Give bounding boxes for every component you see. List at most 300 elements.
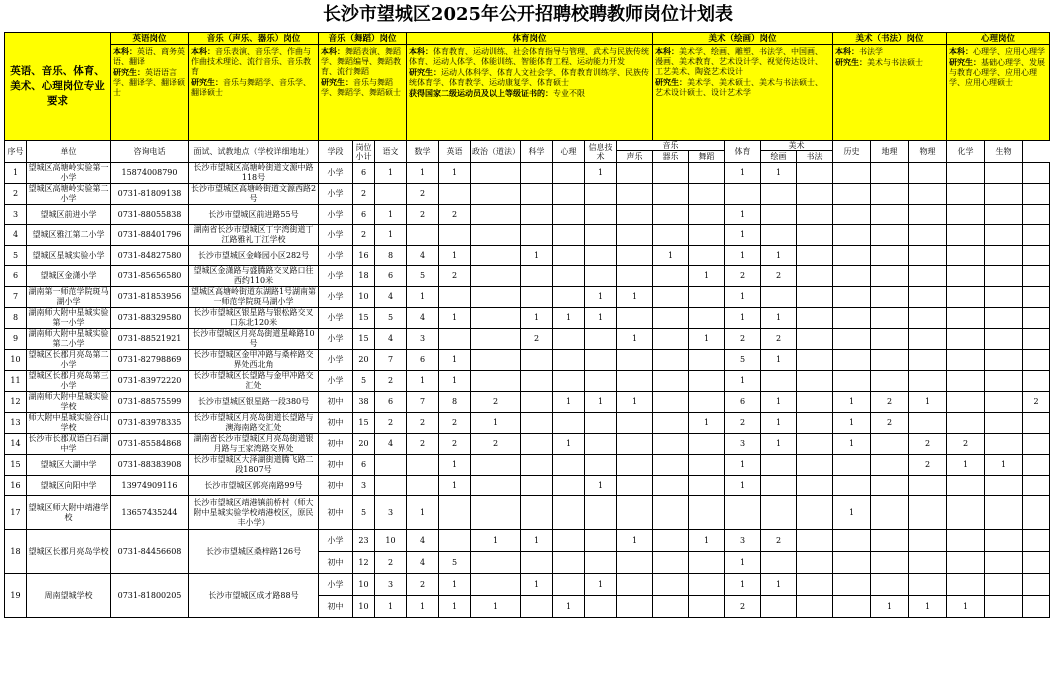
row-count-cell — [471, 552, 521, 574]
row-count-cell — [553, 476, 585, 496]
row-count-cell — [871, 329, 909, 350]
row-count-cell — [439, 287, 471, 308]
row-unit: 望城区星城实验小学 — [27, 246, 111, 266]
row-count-cell: 2 — [725, 266, 761, 287]
row-count-cell: 1 — [439, 596, 471, 618]
row-count-cell — [985, 287, 1023, 308]
row-count-cell — [521, 476, 553, 496]
row-unit: 湖南师大附中星城实验第二小学 — [28, 329, 109, 348]
row-count-cell: 2 — [947, 434, 985, 455]
row-stage: 小学 — [319, 205, 353, 225]
requirement-value: 音乐与舞蹈学、音乐学、翻译硕士 — [191, 78, 311, 97]
row-count-cell — [909, 371, 947, 392]
row-count-cell — [653, 287, 689, 308]
row-count-cell — [1023, 371, 1050, 392]
row-count-cell — [471, 308, 521, 329]
requirement-key: 研究生： — [409, 67, 441, 77]
row-count-cell — [553, 329, 585, 350]
row-count-cell: 12 — [353, 552, 375, 574]
row-count-cell — [833, 476, 871, 496]
col-biology: 生物 — [985, 141, 1023, 163]
row-count-cell — [947, 266, 985, 287]
row-count-cell: 1 — [689, 266, 725, 287]
row-count-cell — [471, 350, 521, 371]
row-address: 长沙市望城区银星路一段380号 — [189, 392, 319, 413]
row-count-cell — [553, 246, 585, 266]
row-count-cell — [985, 266, 1023, 287]
requirement-value: 美术学、绘画、雕塑、书法学、中国画、漫画、美术教育、艺术设计学、视觉传达设计、工艺美术、陶瓷艺术设计 — [655, 47, 824, 76]
row-count-cell — [947, 574, 985, 596]
requirement-value: 美术学、美术硕士、美术与书法硕士、艺术设计硕士、设计艺术学 — [655, 78, 824, 97]
row-seq: 3 — [5, 205, 27, 225]
row-count-cell: 18 — [353, 266, 375, 287]
row-count-cell: 2 — [1023, 392, 1050, 413]
req-art-painting — [653, 45, 833, 141]
row-count-cell: 3 — [725, 434, 761, 455]
row-count-cell: 1 — [761, 246, 797, 266]
row-count-cell — [585, 455, 617, 476]
row-phone: 0731-81809138 — [111, 184, 189, 205]
row-count-cell: 1 — [689, 413, 725, 434]
requirements-corner: 英语、音乐、体育、美术、心理岗位专业要求 — [5, 33, 111, 141]
row-count-cell: 2 — [909, 434, 947, 455]
row-count-cell — [947, 163, 985, 184]
row-count-cell — [985, 163, 1023, 184]
row-address: 湖南省长沙市望城区丁字湾街道丁江路雅礼丁江学校 — [189, 225, 319, 246]
row-count-cell: 1 — [375, 596, 407, 618]
row-count-cell — [833, 574, 871, 596]
row-count-cell: 1 — [471, 530, 521, 552]
table-row — [5, 371, 1050, 392]
row-address: 长沙市望城区月亮岛街道长望路与澳海南路交汇处 — [189, 413, 319, 434]
row-count-cell: 1 — [833, 434, 871, 455]
row-count-cell — [521, 371, 553, 392]
row-count-cell: 7 — [375, 350, 407, 371]
row-count-cell: 4 — [375, 434, 407, 455]
row-count-cell — [947, 496, 985, 530]
row-count-cell: 1 — [553, 434, 585, 455]
row-count-cell — [909, 308, 947, 329]
row-count-cell — [617, 476, 653, 496]
row-count-cell — [585, 225, 617, 246]
requirement-line — [409, 67, 650, 88]
row-count-cell — [797, 163, 833, 184]
requirement-line — [191, 77, 316, 98]
row-unit: 望城区高塘岭实验第一小学 — [28, 163, 109, 182]
row-unit: 师大附中星城实验谷山学校 — [28, 413, 109, 432]
row-count-cell — [585, 184, 617, 205]
row-stage: 小学 — [319, 530, 353, 552]
row-count-cell — [761, 455, 797, 476]
row-count-cell: 2 — [353, 184, 375, 205]
row-count-cell: 4 — [375, 287, 407, 308]
row-count-cell: 3 — [375, 496, 407, 530]
table-row — [5, 496, 1050, 530]
row-phone: 0731-82798869 — [111, 350, 189, 371]
req-music-dance — [319, 45, 407, 141]
row-seq: 6 — [5, 266, 27, 287]
row-count-cell: 1 — [585, 163, 617, 184]
col-math: 数学 — [407, 141, 439, 163]
row-count-cell — [553, 530, 585, 552]
row-count-cell — [985, 530, 1023, 552]
row-count-cell — [521, 392, 553, 413]
row-count-cell — [653, 184, 689, 205]
req-art-calligraphy — [833, 45, 947, 141]
row-count-cell: 10 — [353, 287, 375, 308]
row-count-cell — [871, 308, 909, 329]
row-unit: 望城区向阳中学 — [27, 476, 111, 496]
row-seq: 9 — [5, 329, 27, 350]
row-count-cell — [833, 225, 871, 246]
row-count-cell: 10 — [353, 574, 375, 596]
requirement-line — [949, 57, 1047, 88]
requirement-value: 体育教育、运动训练、社会体育指导与管理、武术与民族传统体育、运动人体学、体能训练、智能体育工程、运动能力开发 — [409, 47, 649, 66]
row-count-cell: 6 — [375, 392, 407, 413]
row-count-cell: 23 — [353, 530, 375, 552]
requirement-key: 获得国家二级运动员及以上等级证书的： — [409, 88, 553, 98]
row-count-cell — [797, 455, 833, 476]
row-seq: 11 — [5, 371, 27, 392]
row-stage: 初中 — [319, 552, 353, 574]
requirement-value: 心理学、应用心理学 — [973, 47, 1046, 56]
requirements-group-row — [5, 33, 1050, 45]
row-count-cell — [1023, 596, 1050, 618]
row-count-cell: 5 — [353, 371, 375, 392]
row-count-cell — [617, 596, 653, 618]
row-count-cell: 10 — [353, 596, 375, 618]
col-unit: 单位 — [27, 141, 111, 163]
row-count-cell — [1023, 574, 1050, 596]
row-count-cell — [439, 225, 471, 246]
row-unit: 望城区大湖中学 — [27, 455, 111, 476]
row-count-cell — [471, 287, 521, 308]
row-unit: 湖南师大附中星城实验第一小学 — [28, 308, 109, 327]
row-count-cell — [585, 496, 617, 530]
table-row — [5, 163, 1050, 184]
row-count-cell: 1 — [833, 392, 871, 413]
row-count-cell — [653, 496, 689, 530]
row-count-cell: 8 — [439, 392, 471, 413]
row-count-cell — [909, 413, 947, 434]
row-count-cell — [617, 574, 653, 596]
row-count-cell — [689, 392, 725, 413]
row-count-cell — [521, 266, 553, 287]
req-pe — [407, 45, 653, 141]
requirement-line — [409, 88, 650, 99]
requirement-value: 音乐与舞蹈学、舞蹈学、舞蹈硕士 — [321, 78, 401, 97]
row-count-cell — [871, 530, 909, 552]
row-count-cell — [833, 552, 871, 574]
row-count-cell — [439, 329, 471, 350]
requirement-key: 研究生： — [949, 57, 982, 67]
row-count-cell: 1 — [947, 455, 985, 476]
req-psych — [947, 45, 1050, 141]
col-painting: 绘画 — [761, 151, 797, 163]
row-count-cell: 4 — [375, 329, 407, 350]
col-addr: 面试、试教地点（学校详细地址） — [189, 141, 319, 163]
row-address: 长沙市望城区银星路与银松路交叉口东北120米 — [189, 308, 319, 329]
requirement-value: 美术与书法硕士 — [867, 58, 924, 67]
row-count-cell — [553, 496, 585, 530]
row-count-cell — [471, 476, 521, 496]
row-count-cell — [985, 552, 1023, 574]
row-address: 长沙市望城区金峰园小区282号 — [189, 246, 319, 266]
row-count-cell — [947, 184, 985, 205]
row-count-cell — [617, 434, 653, 455]
row-address: 长沙市望城区前进路55号 — [189, 205, 319, 225]
row-count-cell — [653, 530, 689, 552]
row-count-cell: 1 — [407, 371, 439, 392]
row-count-cell: 3 — [725, 530, 761, 552]
row-count-cell — [833, 308, 871, 329]
row-address: 长沙市望城区高塘岭街道文源中路118号 — [189, 163, 319, 184]
row-count-cell — [1023, 530, 1050, 552]
row-address: 望城区高塘岭街道东湖路1号湖南第一师范学院斑马湖小学 — [189, 287, 319, 308]
row-count-cell — [471, 246, 521, 266]
requirement-key: 本科： — [835, 46, 860, 56]
row-seq: 1 — [5, 163, 27, 184]
row-count-cell: 1 — [521, 308, 553, 329]
requirement-line — [655, 46, 830, 77]
row-phone: 13657435244 — [111, 496, 189, 530]
row-count-cell — [947, 371, 985, 392]
row-count-cell — [375, 455, 407, 476]
row-stage: 初中 — [319, 596, 353, 618]
row-count-cell — [909, 476, 947, 496]
group-label-psych: 心理岗位 — [947, 33, 1050, 45]
row-count-cell — [585, 530, 617, 552]
row-stage: 小学 — [319, 329, 353, 350]
row-count-cell — [797, 530, 833, 552]
col-it: 信息技术 — [585, 141, 617, 163]
row-count-cell: 2 — [471, 434, 521, 455]
row-count-cell — [653, 574, 689, 596]
col-psych: 心理 — [553, 141, 585, 163]
requirement-line — [113, 67, 186, 98]
col-science: 科学 — [521, 141, 553, 163]
row-count-cell: 2 — [375, 552, 407, 574]
requirement-key: 研究生： — [321, 77, 353, 87]
row-count-cell — [521, 596, 553, 618]
col-stage: 学段 — [319, 141, 353, 163]
row-count-cell — [553, 163, 585, 184]
column-header-row-1 — [5, 141, 1050, 151]
row-count-cell — [797, 308, 833, 329]
row-count-cell: 1 — [725, 455, 761, 476]
col-chemistry: 化学 — [947, 141, 985, 163]
row-count-cell: 4 — [407, 530, 439, 552]
row-count-cell: 1 — [761, 308, 797, 329]
row-count-cell: 1 — [725, 308, 761, 329]
row-count-cell — [689, 184, 725, 205]
table-row — [5, 392, 1050, 413]
row-count-cell — [617, 350, 653, 371]
col-music: 音乐 — [617, 141, 725, 151]
requirement-line — [321, 46, 404, 77]
requirements-detail-row — [5, 45, 1050, 141]
row-count-cell — [725, 184, 761, 205]
row-count-cell: 1 — [689, 329, 725, 350]
row-count-cell: 16 — [353, 246, 375, 266]
row-count-cell: 5 — [353, 496, 375, 530]
row-seq: 18 — [5, 530, 27, 574]
row-count-cell: 1 — [725, 574, 761, 596]
requirement-value: 英语、商务英语、翻译 — [113, 47, 185, 66]
row-count-cell — [689, 552, 725, 574]
row-count-cell — [871, 225, 909, 246]
table-row — [5, 184, 1050, 205]
row-count-cell — [833, 329, 871, 350]
row-count-cell — [521, 205, 553, 225]
row-count-cell — [521, 552, 553, 574]
row-count-cell — [725, 496, 761, 530]
row-count-cell: 20 — [353, 434, 375, 455]
row-count-cell — [471, 225, 521, 246]
row-count-cell — [585, 350, 617, 371]
row-phone: 0731-84456608 — [111, 530, 189, 574]
row-count-cell — [689, 434, 725, 455]
row-seq: 14 — [5, 434, 27, 455]
group-label-music-vocal: 音乐（声乐、器乐）岗位 — [189, 33, 319, 45]
row-seq: 19 — [5, 574, 27, 618]
row-count-cell — [653, 308, 689, 329]
row-count-cell — [689, 287, 725, 308]
row-count-cell: 1 — [761, 574, 797, 596]
row-count-cell: 3 — [353, 476, 375, 496]
row-count-cell: 6 — [407, 350, 439, 371]
row-count-cell: 1 — [985, 455, 1023, 476]
row-count-cell — [617, 413, 653, 434]
row-count-cell — [585, 205, 617, 225]
row-count-cell — [985, 496, 1023, 530]
row-count-cell: 1 — [407, 287, 439, 308]
row-unit: 望城区师大附中靖港学校 — [27, 496, 111, 530]
row-count-cell — [761, 287, 797, 308]
row-count-cell — [439, 530, 471, 552]
row-count-cell: 2 — [439, 434, 471, 455]
row-address: 长沙市望城区大泽湖街道腾飞路二段1807号 — [189, 455, 319, 476]
row-count-cell: 2 — [909, 455, 947, 476]
requirement-value: 书法学 — [859, 47, 884, 56]
row-count-cell — [871, 476, 909, 496]
row-count-cell — [909, 350, 947, 371]
row-count-cell: 2 — [761, 530, 797, 552]
row-count-cell — [553, 371, 585, 392]
row-count-cell — [1023, 287, 1050, 308]
row-count-cell — [1023, 434, 1050, 455]
row-count-cell — [653, 434, 689, 455]
row-unit: 周南望城学校 — [27, 574, 111, 618]
row-phone: 0731-88401796 — [111, 225, 189, 246]
row-count-cell — [1023, 476, 1050, 496]
row-count-cell: 1 — [407, 496, 439, 530]
col-phone: 咨询电话 — [111, 141, 189, 163]
row-count-cell — [439, 496, 471, 530]
row-count-cell — [761, 205, 797, 225]
row-count-cell — [689, 205, 725, 225]
requirement-key: 本科： — [949, 46, 974, 56]
row-count-cell — [1023, 266, 1050, 287]
row-count-cell — [871, 434, 909, 455]
row-count-cell — [617, 266, 653, 287]
row-phone: 0731-85656580 — [111, 266, 189, 287]
row-count-cell — [471, 371, 521, 392]
row-seq: 16 — [5, 476, 27, 496]
table-row — [5, 225, 1050, 246]
row-address: 长沙市望城区月亮岛街道星峰路10号 — [189, 329, 319, 350]
row-count-cell: 1 — [439, 246, 471, 266]
row-count-cell: 2 — [439, 413, 471, 434]
row-count-cell — [1023, 246, 1050, 266]
row-seq: 12 — [5, 392, 27, 413]
row-count-cell — [1023, 225, 1050, 246]
requirement-key: 本科： — [409, 46, 433, 56]
col-seq: 序号 — [5, 141, 27, 163]
row-count-cell — [521, 163, 553, 184]
row-count-cell — [985, 434, 1023, 455]
row-count-cell — [407, 225, 439, 246]
row-count-cell — [617, 455, 653, 476]
row-seq: 15 — [5, 455, 27, 476]
row-count-cell — [689, 574, 725, 596]
table-row — [5, 574, 1050, 596]
col-vocal: 声乐 — [617, 151, 653, 163]
row-count-cell — [617, 308, 653, 329]
row-count-cell — [947, 308, 985, 329]
row-count-cell — [521, 350, 553, 371]
row-count-cell: 1 — [725, 163, 761, 184]
row-count-cell — [833, 163, 871, 184]
row-count-cell — [909, 530, 947, 552]
row-count-cell: 5 — [725, 350, 761, 371]
row-stage: 小学 — [319, 163, 353, 184]
row-count-cell: 3 — [375, 574, 407, 596]
row-count-cell: 1 — [439, 350, 471, 371]
row-count-cell — [653, 413, 689, 434]
requirement-key: 本科： — [655, 46, 680, 56]
row-count-cell — [761, 596, 797, 618]
row-count-cell — [871, 371, 909, 392]
row-count-cell — [1023, 329, 1050, 350]
table-row — [5, 476, 1050, 496]
table-row — [5, 205, 1050, 225]
row-count-cell: 6 — [353, 163, 375, 184]
row-count-cell — [797, 287, 833, 308]
row-count-cell — [797, 184, 833, 205]
row-count-cell: 2 — [375, 413, 407, 434]
row-count-cell — [553, 350, 585, 371]
row-count-cell — [985, 205, 1023, 225]
row-count-cell: 1 — [725, 476, 761, 496]
row-address: 长沙市望城区长望路与金甲冲路交汇处 — [189, 371, 319, 392]
row-count-cell — [471, 163, 521, 184]
row-count-cell — [871, 287, 909, 308]
row-stage: 初中 — [319, 413, 353, 434]
row-count-cell — [521, 225, 553, 246]
requirement-value: 基础心理学、发展与教育心理学、应用心理学、应用心理硕士 — [949, 58, 1046, 87]
row-count-cell: 4 — [407, 308, 439, 329]
row-count-cell — [797, 552, 833, 574]
row-count-cell — [617, 371, 653, 392]
row-count-cell — [653, 371, 689, 392]
row-count-cell — [1023, 350, 1050, 371]
row-count-cell: 2 — [439, 266, 471, 287]
row-count-cell — [471, 266, 521, 287]
row-seq: 2 — [5, 184, 27, 205]
row-count-cell — [521, 287, 553, 308]
row-count-cell — [689, 225, 725, 246]
